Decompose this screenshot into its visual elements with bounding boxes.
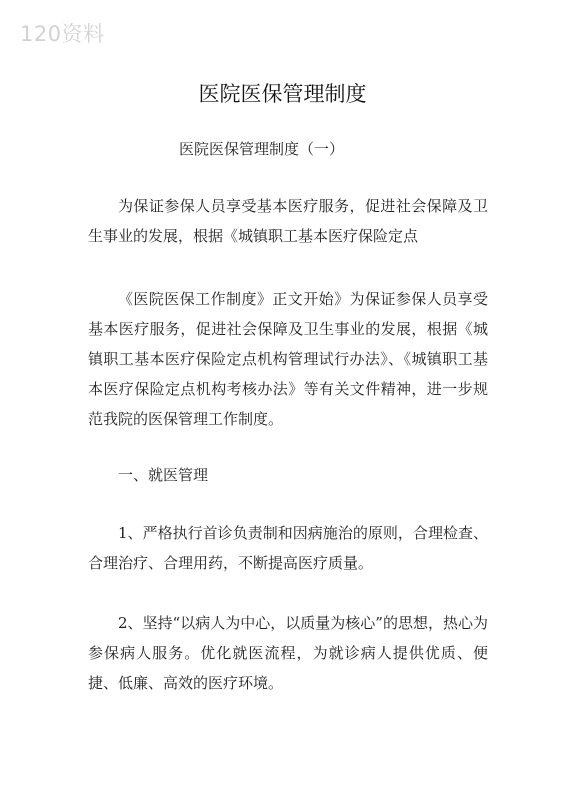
- paragraph-item-2: 2、坚持“以病人为中心，以质量为核心”的思想，热心为参保病人服务。优化就医流程，为就诊病人提供优质、便捷、低廉、高效的医疗环境。: [88, 614, 488, 692]
- document-subtitle: 医院医保管理制度（一）: [179, 140, 345, 158]
- watermark-logo: 120资料: [20, 22, 105, 46]
- paragraph-intro: 为保证参保人员享受基本医疗服务，促进社会保障及卫生事业的发展，根据《城镇职工基本医疗保险定点: [88, 197, 488, 245]
- paragraph-basis: 《医院医保工作制度》正文开始》为保证参保人员享受基本医疗服务，促进社会保障及卫生事业的发展，根据《城镇职工基本医疗保险定点机构管理试行办法》、《城镇职工基本医疗保险定点机构考核办法》等有关文件精神，进一步规范我院的医保管理工作制度。: [88, 290, 488, 428]
- page-title: 医院医保管理制度: [198, 82, 367, 106]
- paragraph-item-1: 1、严格执行首诊负责制和因病施治的原则，合理检查、合理治疗、合理用药，不断提高医疗质量。: [88, 524, 488, 572]
- section-heading-medical-management: 一、就医管理: [118, 466, 209, 484]
